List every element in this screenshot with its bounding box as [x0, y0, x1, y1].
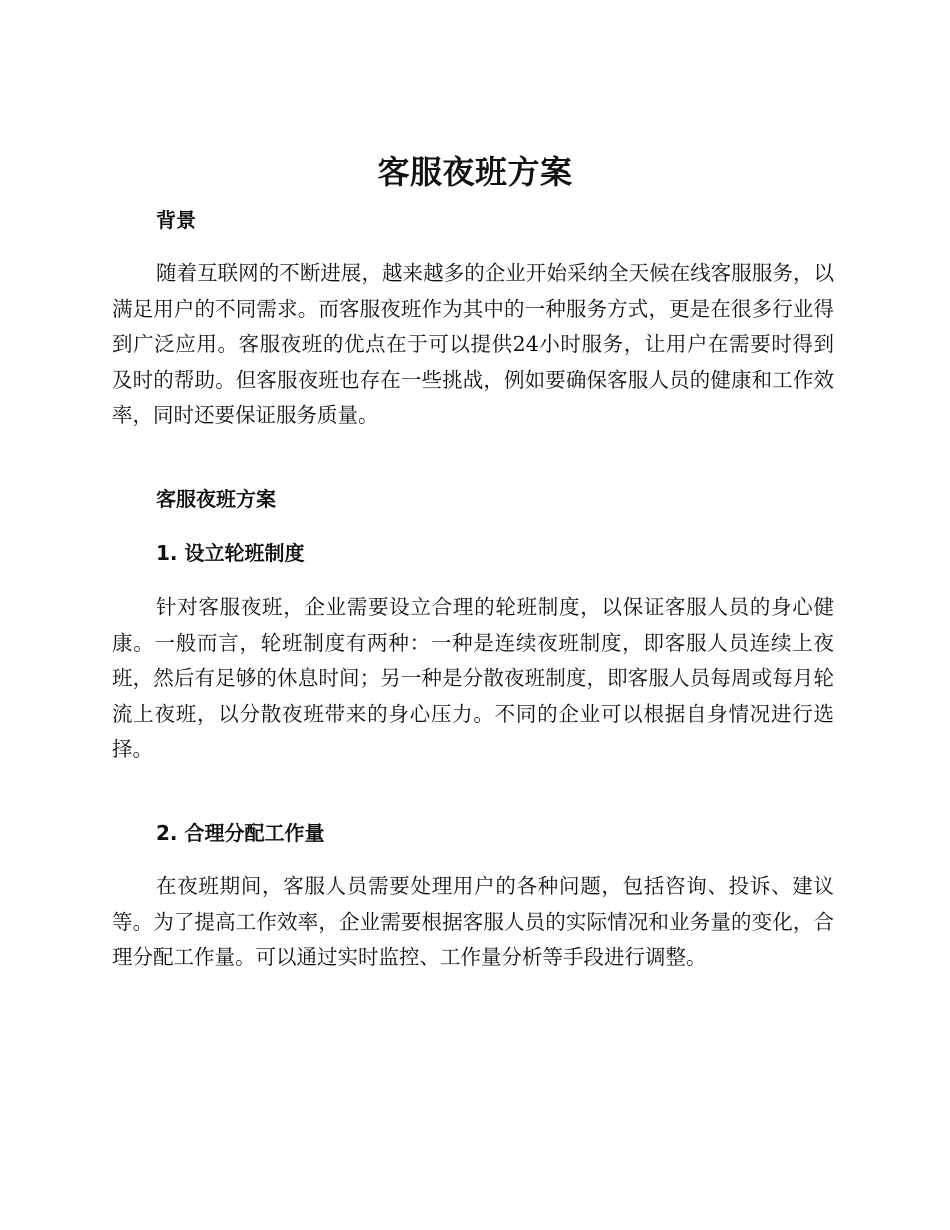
paragraph-workload: 在夜班期间，客服人员需要处理用户的各种问题，包括咨询、投诉、建议等。为了提高工作效率，企业需要根据客服人员的实际情况和业务量的变化，合理分配工作量。可以通过实时监控、工作量分析等手段进行调整。	[112, 874, 834, 970]
section-heading-workload: 2. 合理分配工作量	[156, 821, 325, 845]
section-heading-plan: 客服夜班方案	[156, 487, 276, 511]
section-heading-background: 背景	[156, 208, 196, 232]
section-heading-rotation: 1. 设立轮班制度	[156, 541, 305, 565]
paragraph-rotation: 针对客服夜班，企业需要设立合理的轮班制度，以保证客服人员的身心健康。一般而言，轮班制度有两种：一种是连续夜班制度，即客服人员连续上夜班，然后有足够的休息时间；另一种是分散夜班制度，即客服人员每周或每月轮流上夜班，以分散夜班带来的身心压力。不同的企业可以根据自身情况进行选择。	[112, 595, 834, 762]
document-title: 客服夜班方案	[377, 153, 573, 191]
paragraph-background: 随着互联网的不断进展，越来越多的企业开始采纳全天候在线客服服务，以满足用户的不同需求。而客服夜班作为其中的一种服务方式，更是在很多行业得到广泛应用。客服夜班的优点在于可以提供24小时服务，让用户在需要时得到及时的帮助。但客服夜班也存在一些挑战，例如要确保客服人员的健康和工作效率，同时还要保证服务质量。	[112, 261, 834, 428]
